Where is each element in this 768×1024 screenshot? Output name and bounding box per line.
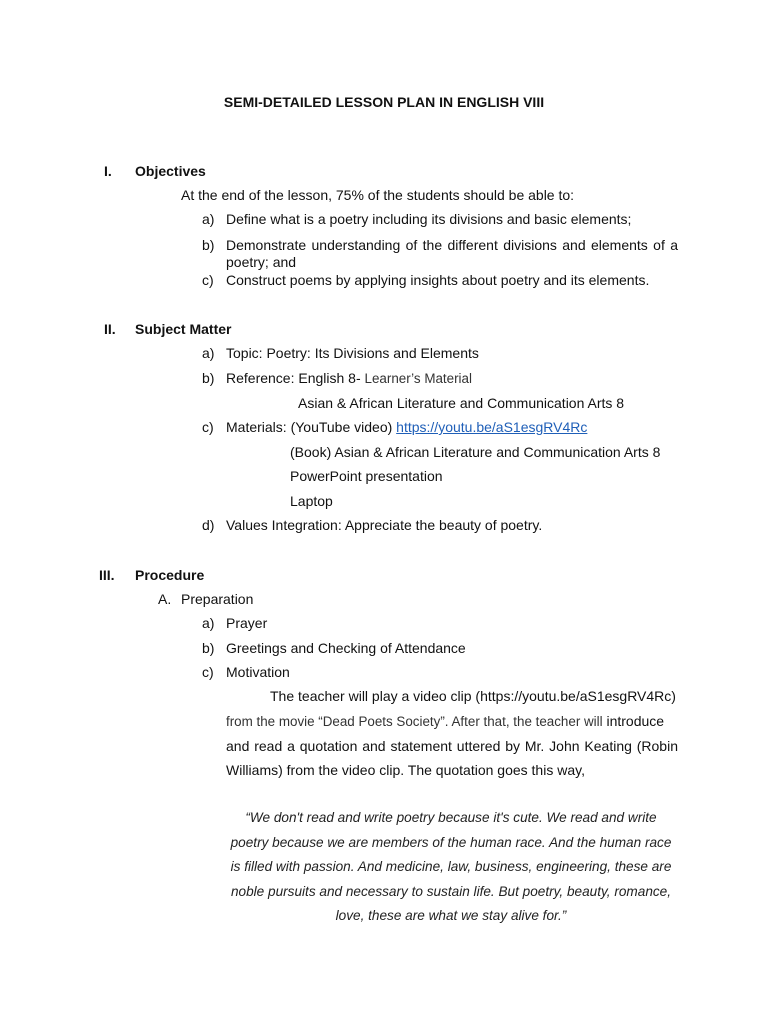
objective-item: Demonstrate understanding of the different divisions and elements of a xyxy=(226,237,678,253)
subject-values: Values Integration: Appreciate the beauty of poetry. xyxy=(226,517,543,533)
preparation-marker: c) xyxy=(202,664,214,680)
quote-line: poetry because we are members of the human race. And the human race xyxy=(230,834,672,850)
section-number-procedure: III. xyxy=(99,567,115,583)
youtube-link[interactable]: https://youtu.be/aS1esgRV4Rc xyxy=(396,419,588,435)
objectives-intro: At the end of the lesson, 75% of the students should be able to: xyxy=(181,187,575,203)
motivation-text-light: from the movie “Dead Poets Society”. After that, the teacher will xyxy=(226,714,603,729)
quote-line: love, these are what we stay alive for.” xyxy=(335,908,567,923)
subject-marker: c) xyxy=(202,419,214,435)
preparation-item: Motivation xyxy=(226,664,290,680)
objective-item: Construct poems by applying insights about poetry and its elements. xyxy=(226,272,650,288)
subject-topic: Topic: Poetry: Its Divisions and Elements xyxy=(226,345,479,361)
preparation-marker: b) xyxy=(202,640,215,656)
keating-quote xyxy=(222,806,680,929)
motivation-paragraph-line: The teacher will play a video clip (https://youtu.be/aS1esgRV4Rc) xyxy=(270,688,676,704)
quote-line: is filled with passion. And medicine, law, business, engineering, these are xyxy=(230,859,672,874)
quote-line: “We don't read and write poetry because it's cute. We read and write xyxy=(245,810,657,825)
quote-line: noble pursuits and necessary to sustain life. But poetry, beauty, romance, xyxy=(230,883,672,899)
subject-reference xyxy=(226,370,472,387)
preparation-marker: a) xyxy=(202,615,215,631)
objective-marker: a) xyxy=(202,211,215,227)
section-heading-objectives: Objectives xyxy=(135,163,206,179)
objective-marker: c) xyxy=(202,272,214,288)
subject-materials xyxy=(226,419,587,435)
objective-marker: b) xyxy=(202,237,215,253)
materials-item: PowerPoint presentation xyxy=(290,468,443,484)
preparation-label: Preparation xyxy=(181,591,254,607)
preparation-item: Greetings and Checking of Attendance xyxy=(226,640,466,656)
section-heading-subject-matter: Subject Matter xyxy=(135,321,232,337)
motivation-paragraph-line: Williams) from the video clip. The quotation goes this way, xyxy=(226,762,585,778)
objective-item: Define what is a poetry including its divisions and basic elements; xyxy=(226,211,632,227)
subject-marker: a) xyxy=(202,345,215,361)
motivation-paragraph-line xyxy=(226,713,664,730)
subject-marker: b) xyxy=(202,370,215,386)
motivation-paragraph-line: and read a quotation and statement uttered by Mr. John Keating (Robin xyxy=(226,738,678,754)
reference-text: Learner’s Material xyxy=(364,371,472,386)
preparation-marker: A. xyxy=(158,591,172,607)
reference-line-2: Asian & African Literature and Communication Arts 8 xyxy=(298,395,625,411)
materials-item: (Book) Asian & African Literature and Communication Arts 8 xyxy=(290,444,661,460)
section-number-objectives: I. xyxy=(104,163,112,179)
preparation-item: Prayer xyxy=(226,615,268,631)
subject-marker: d) xyxy=(202,517,215,533)
materials-item: Laptop xyxy=(290,493,333,509)
section-number-subject-matter: II. xyxy=(104,321,116,337)
materials-label: Materials: (YouTube video) xyxy=(226,419,393,435)
document-title: SEMI-DETAILED LESSON PLAN IN ENGLISH VIII xyxy=(223,94,545,110)
motivation-text: introduce xyxy=(606,713,665,729)
reference-label: Reference: English 8- xyxy=(226,370,361,386)
objective-item-continuation: poetry; and xyxy=(226,254,297,270)
section-heading-procedure: Procedure xyxy=(135,567,205,583)
